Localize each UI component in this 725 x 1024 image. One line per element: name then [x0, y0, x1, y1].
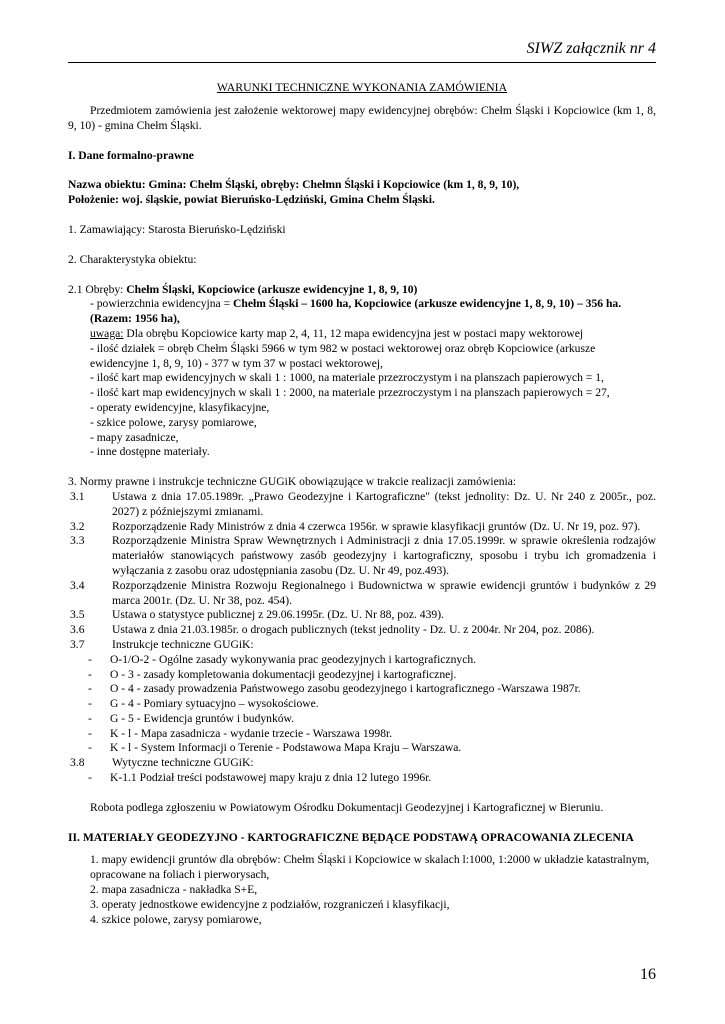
- norm-text: Rozporządzenie Rady Ministrów z dnia 4 czerwca 1956r. w sprawie klasyfikacji gruntów (Dz. U. Nr 19, poz. 97).: [112, 519, 641, 533]
- dash-bullet: -: [88, 682, 92, 696]
- norms-list: [68, 490, 656, 653]
- section2-heading: II. MATERIAŁY GEODEZYJNO - KARTOGRAFICZNE BĘDĄCE PODSTAWĄ OPRACOWANIA ZLECENIA: [68, 830, 634, 844]
- detail-item: - operaty ewidencyjne, klasyfikacyjne,: [90, 400, 270, 414]
- instruction-item-text: K - l - Mapa zasadnicza - wydanie trzecie - Warszawa 1998r.: [110, 726, 393, 740]
- material-item: 4. szkice polowe, zarysy pomiarowe,: [90, 912, 262, 926]
- object-location: Położenie: woj. śląskie, powiat Bieruńsko-Lędziński, Gmina Chełm Śląski.: [68, 193, 435, 207]
- guideline-item-text: K-1.1 Podział treści podstawowej mapy kraju z dnia 12 lutego 1996r.: [110, 771, 432, 785]
- norm-row: [68, 608, 656, 623]
- instructions-list: [68, 653, 656, 757]
- detail-item: - szkice polowe, zarysy pomiarowe,: [90, 415, 257, 429]
- instruction-item: [68, 653, 656, 668]
- norm-number: 3.4: [70, 578, 85, 592]
- item-norms-heading: 3. Normy prawne i instrukcje techniczne GUGiK obowiązujące w trakcie realizacji zamówienia:: [68, 475, 517, 489]
- dash-bullet: -: [88, 741, 92, 755]
- dash-bullet: -: [88, 726, 92, 740]
- norm-number: 3.3: [70, 534, 85, 548]
- instruction-item-text: G - 5 - Ewidencja gruntów i budynków.: [110, 711, 295, 725]
- document-body: [68, 104, 656, 927]
- instruction-item-text: O-1/O-2 - Ogólne zasady wykonywania prac geodezyjnych i kartograficznych.: [110, 652, 477, 666]
- norm-text: Ustawa z dnia 21.03.1985r. o drogach publicznych (tekst jednolity - Dz. U. z 2004r. Nr 204, poz. 2086).: [112, 623, 595, 637]
- detail-item: - ilość kart map ewidencyjnych w skali 1 : 1000, na materiale przezroczystym i na planszach papierowych = 1,: [90, 371, 604, 385]
- submission-paragraph: Robota podlega zgłoszeniu w Powiatowym Ośrodku Dokumentacji Geodezyjnej i Kartograficznej w Bieruniu.: [90, 800, 604, 814]
- details-list: [68, 342, 656, 460]
- instruction-item: [68, 741, 656, 756]
- header-rule: [68, 62, 656, 63]
- norm-row-3-8: 3.8 Wytyczne techniczne GUGiK:: [70, 756, 254, 770]
- instruction-item-text: G - 4 - Pomiary sytuacyjno – wysokościowe.: [110, 697, 319, 711]
- document-title: WARUNKI TECHNICZNE WYKONANIA ZAMÓWIENIA: [216, 80, 508, 94]
- norm-text: Rozporządzenie Ministra Spraw Wewnętrznych i Administracji z dnia 17.05.1999r. w sprawie określenia rodzajów materiałów stanowiących państwowy zasób geodezyjny i kartograficzny, sposobu i trybu ich gromadzenia i wyłączania z zasobu oraz udostępniania zasobu (Dz. U. Nr 49, poz.493).: [112, 534, 656, 577]
- item-precincts: 2.1 Obręby: Chełm Śląski, Kopciowice (arkusze ewidencyjne 1, 8, 9, 10): [68, 282, 418, 296]
- item-area: - powierzchnia ewidencyjna = Chełm Śląski – 1600 ha, Kopciowice (arkusze ewidencyjne 1, 8, 9, 10) – 356 ha. (Razem: 1956 ha),: [90, 297, 622, 326]
- item-characteristics: 2. Charakterystyka obiektu:: [68, 252, 197, 266]
- norm-row: [68, 490, 656, 520]
- norm-row: [68, 638, 656, 653]
- dash-bullet: -: [88, 697, 92, 711]
- detail-item: - mapy zasadnicze,: [90, 430, 179, 444]
- dash-bullet: -: [88, 652, 92, 666]
- detail-item: - ilość działek = obręb Chełm Śląski 5966 w tym 982 w postaci wektorowej oraz obręb Kopciowice (arkusze ewidencyjne 1, 8, 9, 10) - 377 w tym 37 w postaci wektorowej,: [90, 341, 596, 370]
- material-item: 2. mapa zasadnicza - nakładka S+E,: [90, 883, 258, 897]
- item-ordering-party: 1. Zamawiający: Starosta Bieruńsko-Lędziński: [68, 222, 286, 236]
- norm-row: [68, 534, 656, 578]
- norm-text: Ustawa z dnia 17.05.1989r. „Prawo Geodezyjne i Kartograficzne" (tekst jednolity: Dz. U. Nr 240 z 2005r., poz. 2027) z późniejszymi zmianami.: [112, 489, 656, 518]
- page-number: 16: [640, 966, 656, 983]
- guideline-item: [68, 771, 656, 786]
- material-item: 1. mapy ewidencji gruntów dla obrębów: Chełm Śląski i Kopciowice w skalach l:1000, 1:2000 w układzie katastralnym, opracowane na foliach i pierworysach,: [90, 853, 650, 882]
- norm-row: [68, 520, 656, 535]
- norm-number: 3.2: [70, 519, 85, 533]
- norm-number: 3.7: [70, 637, 85, 651]
- norm-row: [68, 623, 656, 638]
- annex-header: SIWZ załącznik nr 4: [526, 40, 656, 57]
- norm-text: Rozporządzenie Ministra Rozwoju Regionalnego i Budownictwa w sprawie ewidencji gruntów i budynków z 29 marca 2001r. (Dz. U. Nr 38, poz. 454).: [112, 578, 656, 607]
- guidelines-list: [68, 771, 656, 786]
- dash-bullet: -: [88, 771, 92, 785]
- dash-bullet: -: [88, 711, 92, 725]
- norm-number: 3.1: [70, 489, 85, 503]
- norm-text: Instrukcje techniczne GUGiK:: [112, 637, 254, 651]
- instruction-item: [68, 682, 656, 697]
- material-item: 3. operaty jednostkowe ewidencyjne z podziałów, rozgraniczeń i klasyfikacji,: [90, 897, 450, 911]
- norm-number: 3.5: [70, 608, 85, 622]
- instruction-item: [68, 712, 656, 727]
- instruction-item: [68, 727, 656, 742]
- norm-text: Ustawa o statystyce publicznej z 29.06.1995r. (Dz. U. Nr 88, poz. 439).: [112, 608, 444, 622]
- section1-heading: I. Dane formalno-prawne: [68, 148, 194, 162]
- norm-number: 3.6: [70, 623, 85, 637]
- instruction-item-text: O - 3 - zasady kompletowania dokumentacji geodezyjnej i kartograficznej.: [110, 667, 457, 681]
- instruction-item-text: O - 4 - zasady prowadzenia Państwowego zasobu geodezyjnego i kartograficznego -Warszawa 1987r.: [110, 682, 581, 696]
- instruction-item-text: K - l - System Informacji o Terenie - Podstawowa Mapa Kraju – Warszawa.: [110, 741, 462, 755]
- item-note: uwaga: Dla obrębu Kopciowice karty map 2, 4, 11, 12 mapa ewidencyjna jest w postaci mapy wektorowej: [90, 326, 584, 340]
- dash-bullet: -: [88, 667, 92, 681]
- norm-row: [68, 579, 656, 609]
- materials-list: [68, 853, 656, 927]
- instruction-item: [68, 697, 656, 712]
- detail-item: - ilość kart map ewidencyjnych w skali 1 : 2000, na materiale przezroczystym i na planszach papierowych = 27,: [90, 386, 610, 400]
- instruction-item: [68, 668, 656, 683]
- detail-item: - inne dostępne materiały.: [90, 445, 210, 459]
- intro-paragraph: Przedmiotem zamówienia jest założenie wektorowej mapy ewidencyjnej obrębów: Chełm Śląski i Kopciowice (km 1, 8, 9, 10) - gmina Chełm Śląski.: [68, 104, 656, 132]
- object-name: Nazwa obiektu: Gmina: Chełm Śląski, obręby: Chełmn Śląski i Kopciowice (km 1, 8, 9, 10),: [68, 178, 520, 192]
